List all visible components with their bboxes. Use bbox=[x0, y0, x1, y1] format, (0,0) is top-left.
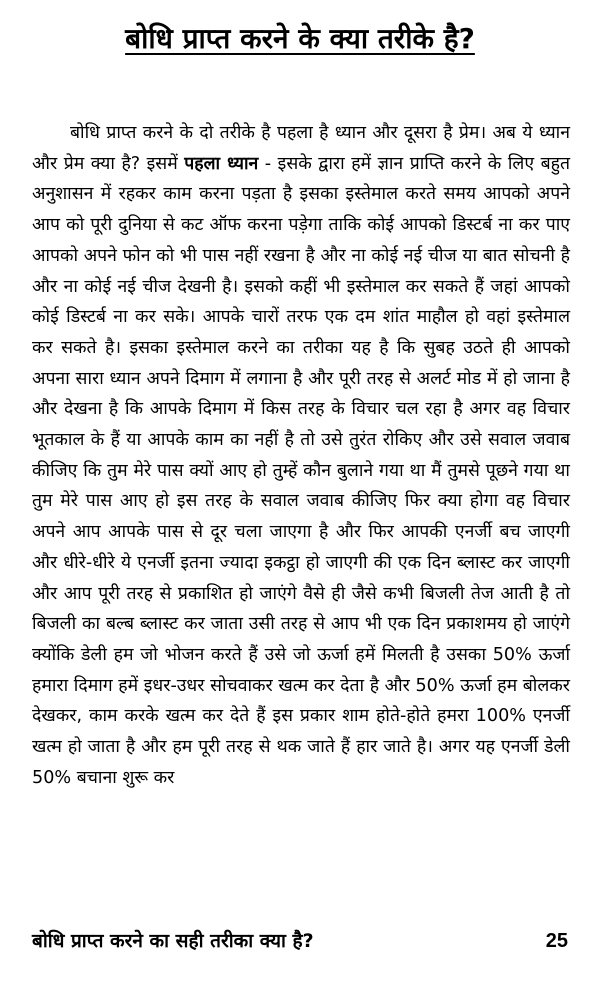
footer-running-title: बोधि प्राप्त करने का सही तरीका क्या है? bbox=[32, 930, 314, 952]
page-title bbox=[0, 20, 600, 58]
paragraph-text-start: बोधि प्राप्त करने के दो तरीके है पहला है ध्यान और दूसरा है प्रेम। अब ये ध्यान और प्रेम क्या है? इसमें bbox=[32, 123, 570, 174]
page-footer bbox=[32, 926, 568, 956]
page-title-text: बोधि प्राप्त करने के क्या तरीके है? bbox=[125, 22, 475, 55]
paragraph-text-rest: - इसके द्वारा हमें ज्ञान प्राप्ति करने के लिए बहुत अनुशासन में रहकर काम करना पड़ता है इसका इस्तेमाल करते समय आपको अपने आप को पूरी दुनिया से कट ऑफ करना पड़ेगा ताकि कोई आपको डिस्टर्ब ना कर पाए आपको अपने फोन को भी पास नहीं रखना है और ना कोई नई चीज या बात सोचनी है और ना कोई नई चीज देखनी है। इसको कहीं भी इस्तेमाल कर सकते हैं जहां आपको कोई डिस्टर्ब ना कर सके। आपके चारों तरफ एक दम शांत माहौल हो वहां इस्तेमाल कर सकते है। इसका इस्तेमाल करने का तरीका यह है कि सुबह उठते ही आपको अपना सारा ध्यान अपने दिमाग में लगाना है और पूरी तरह से अलर्ट मोड में हो जाना है और देखना है कि आपके दिमाग में किस तरह के विचार चल रहा है अगर वह विचार भूतकाल के हैं या आपके काम का नहीं है तो उसे तुरंत रोकिए और उसे सवाल जवाब कीजिए कि तुम मेरे पास क्यों आए हो तुम्हें कौन बुलाने गया था मैं तुमसे पूछने गया था तुम मेरे पास आए हो इस तरह के सवाल जवाब कीजिए फिर क्या होगा वह विचार अपने आप आपके पास से दूर चला जाएगा है और फिर आपकी एनर्जी बच जाएगी और धीरे-धीरे ये एनर्जी इतना ज्यादा इकट्ठा हो जाएगी की एक दिन ब्लास्ट कर जाएगी और आप पूरी तरह से प्रकाशित हो जाएंगे वैसे ही जैसे कभी बिजली तेज आती है तो बिजली का बल्ब ब्लास्ट कर जाता उसी तरह से आप भी एक दिन प्रकाशमय हो जाएंगे क्योंकि डेली हम जो भोजन करते हैं उसे जो ऊर्जा हमें मिलती है उसका 50% ऊर्जा हमारा दिमाग हमें इधर-उधर सोचवाकर खत्म कर देता है और 50% ऊर्जा हम बोलकर देखकर, काम करके खत्म कर देते हैं इस प्रकार शाम होते-होते हमरा 100% एनर्जी खत्म हो जाता है और हम पूरी तरह से थक जाते हैं हार जाते है। अगर यह एनर्जी डेली 50% बचाना शुरू कर bbox=[32, 153, 570, 788]
body-paragraph bbox=[32, 118, 570, 793]
paragraph-bold-heading: पहला ध्यान bbox=[184, 153, 259, 174]
page-number: 25 bbox=[545, 930, 568, 952]
